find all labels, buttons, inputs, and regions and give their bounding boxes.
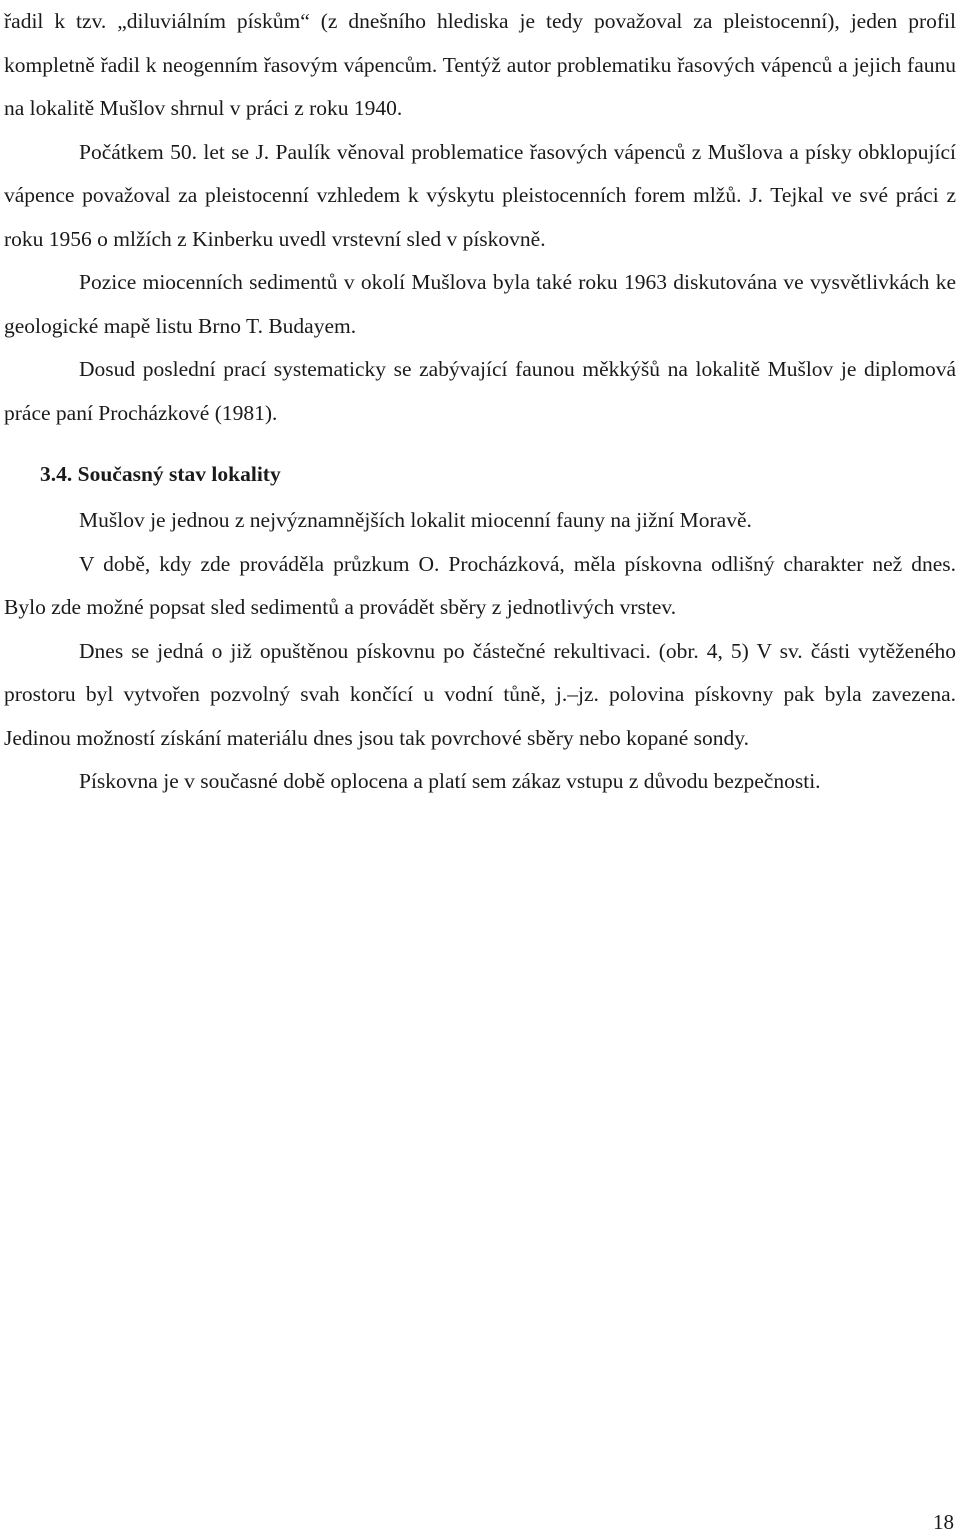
paragraph-prochazkova-thesis: Dosud poslední prací systematicky se zabývající faunou měkkýšů na lokalitě Mušlov je diplomová práce paní Procházkové (1981).: [4, 357, 956, 425]
section-title: Současný stav lokality: [77, 462, 281, 486]
paragraph-fenced: Pískovna je v současné době oplocena a platí sem zákaz vstupu z důvodu bezpečnosti.: [79, 769, 821, 793]
section-heading: [4, 452, 956, 496]
paragraph-muslov-significance: Mušlov je jednou z nejvýznamnějších lokalit miocenní fauny na jižní Moravě.: [79, 508, 752, 532]
paragraph-miocene-position: Pozice miocenních sedimentů v okolí Mušlova byla také roku 1963 diskutována ve vysvětlivkách ke geologické mapě listu Brno T. Budayem.: [4, 270, 956, 338]
paragraph-survey-time: V době, kdy zde prováděla průzkum O. Procházková, měla pískovna odlišný charakter než dnes. Bylo zde možné popsat sled sedimentů a provádět sběry z jednotlivých vrstev.: [4, 551, 956, 619]
paragraph-current-state: Dnes se jedná o již opuštěnou pískovnu po částečné rekultivaci. (obr. 4, 5) V sv. části vytěženého prostoru byl vytvořen pozvolný svah končící u vodní tůně, j.–jz. polovina pískovny pak byla zavezena. Jedinou možností získání materiálu dnes jsou tak povrchové sběry nebo kopané sondy.: [4, 638, 956, 750]
paragraph-dilluvial-sands: řadil k tzv. „diluviálním pískům“ (z dnešního hlediska je tedy považoval za pleistocenní), jeden profil kompletně řadil k neogenním řasovým vápencům. Tentýž autor problematiku řasových vápenců a jejich faunu na lokalitě Mušlov shrnul v práci z roku 1940.: [4, 9, 956, 120]
section-number: 3.4.: [40, 462, 73, 486]
paragraph-paulik: Počátkem 50. let se J. Paulík věnoval problematice řasových vápenců z Mušlova a písky obklopující vápence považoval za pleistocenní vzhledem k výskytu pleistocenních forem mlžů. J. Tejkal ve své práci z roku 1956 o mlžích z Kinberku uvedl vrstevní sled v pískovně.: [4, 139, 956, 251]
section-gap: [4, 435, 956, 442]
page-number: 18: [933, 1510, 954, 1534]
document-page: [4, 0, 956, 804]
